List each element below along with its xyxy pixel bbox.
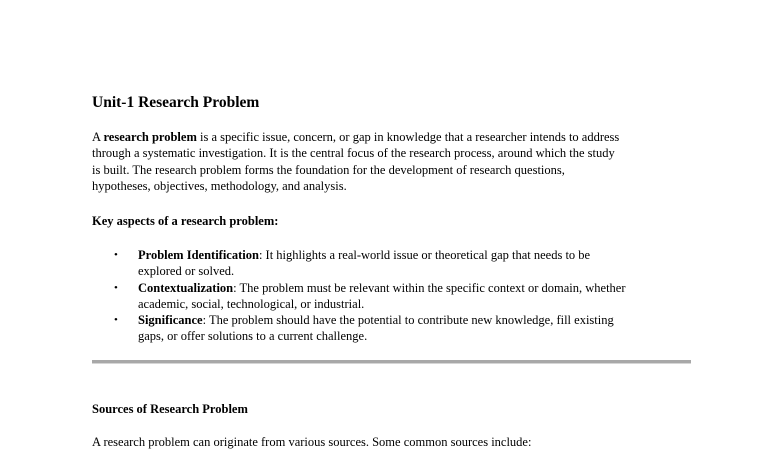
bullet-term: Problem Identification: [138, 248, 259, 262]
bullet-line-2: explored or solved.: [138, 264, 235, 279]
list-item: [92, 247, 712, 280]
bullet-text: : It highlights a real-world issue or theoretical gap that needs to be: [258, 248, 591, 262]
bullet-text: : The problem must be relevant within the specific context or domain, whether: [233, 280, 626, 295]
bullet-line-1: [138, 280, 712, 296]
bullet-icon: •: [114, 281, 118, 294]
intro-line-4: hypotheses, objectives, methodology, and analysis.: [92, 178, 347, 193]
intro-line-1-post: is a specific issue, concern, or gap in knowledge that a researcher intends to address: [196, 130, 620, 144]
sources-heading: Sources of Research Problem: [92, 402, 248, 416]
sources-intro-text: A research problem can originate from various sources. Some common sources include:: [92, 435, 532, 449]
bullet-term: Contextualization: [138, 280, 234, 295]
intro-bold-term: research problem: [103, 130, 197, 144]
intro-line-1: [92, 129, 702, 145]
bullet-icon: •: [114, 314, 118, 327]
bullet-text: : The problem should have the potential to contribute new knowledge, fill existing: [202, 313, 614, 328]
intro-paragraph: [92, 129, 702, 194]
page-title: Unit-1 Research Problem: [92, 94, 260, 111]
list-item: [92, 280, 712, 313]
bullet-line-1: [138, 247, 712, 263]
bullet-line-2: gaps, or offer solutions to a current challenge.: [138, 329, 368, 344]
bullet-line-2: academic, social, technological, or industrial.: [138, 296, 365, 311]
bullet-icon: •: [114, 249, 118, 261]
list-item: [92, 312, 712, 345]
key-aspects-list: [92, 247, 712, 345]
bullet-term: Significance: [138, 313, 203, 328]
intro-line-1-pre: A: [92, 130, 104, 144]
intro-line-2: through a systematic investigation. It is the central focus of the research process, around which the study: [92, 146, 615, 161]
key-aspects-heading: Key aspects of a research problem:: [92, 214, 279, 228]
intro-line-3: is built. The research problem forms the foundation for the development of research questions,: [92, 162, 565, 177]
bullet-line-1: [138, 312, 712, 328]
horizontal-divider: [92, 360, 691, 364]
